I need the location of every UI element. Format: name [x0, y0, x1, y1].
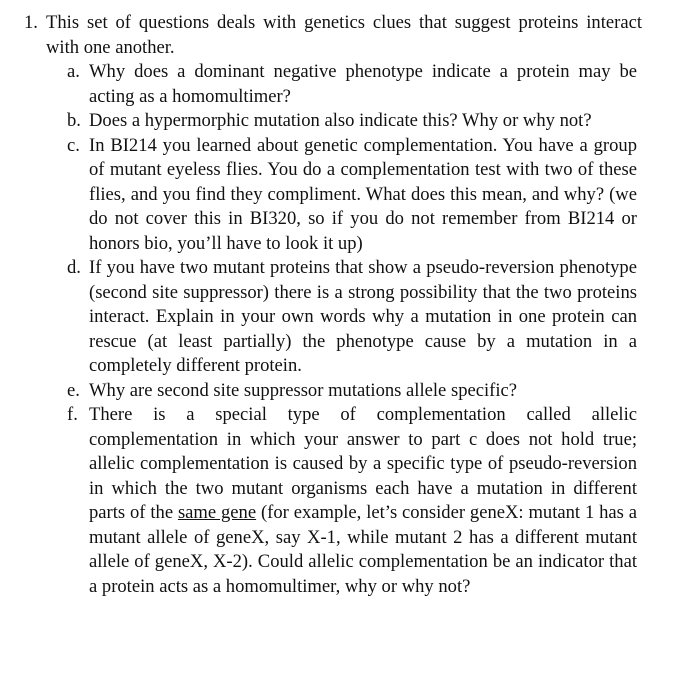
part-e — [67, 379, 637, 404]
part-text: In BI214 you learned about genetic complementation. You have a group of mutant eyeless flies. You do a complementation test with two of these flies, and you find they compliment. What does this mean, and why? (we do not cover this in BI320, so if you do not remember from BI214 or honors bio, you’ll have to look it up) — [89, 134, 637, 254]
part-text: If you have two mutant proteins that show a pseudo-reversion phenotype (second site suppressor) there is a strong possibility that the two proteins interact. Explain in your own words why a mutation in one protein can rescue (at least partially) the phenotype cause by a mutation in a completely different protein. — [89, 257, 637, 376]
part-label: a. — [67, 61, 80, 82]
part-text-before: There is a special type of complementation called allelic complementation in which your answer to part c does not hold true; allelic complementation is caused by a specific type of pseudo-reversion in which the two mutant organisms each have a mutation in different parts of the — [89, 404, 637, 523]
part-text: Why are second site suppressor mutations allele specific? — [89, 379, 518, 401]
part-text — [89, 403, 637, 599]
document-page — [0, 11, 676, 599]
part-c — [67, 134, 637, 257]
part-label: f. — [67, 404, 78, 425]
question-text: This set of questions deals with genetics clues that suggest proteins interact with one another. — [46, 12, 642, 58]
part-label: d. — [67, 257, 81, 278]
part-f — [67, 403, 637, 599]
part-text: Why does a dominant negative phenotype indicate a protein may be acting as a homomultimer? — [89, 61, 637, 107]
part-a — [67, 60, 637, 109]
part-label: c. — [67, 134, 80, 156]
part-text-after: (for example, let’s consider geneX: mutant 1 has a mutant allele of geneX, say X-1, while mutant 2 has a different mutant allele of geneX, X-2). Could allelic complementation be an indicator that a protein acts as a homomultimer, why or why not? — [89, 502, 638, 597]
part-label: b. — [67, 110, 81, 131]
underlined-phrase: same gene — [177, 502, 257, 523]
part-text: Does a hypermorphic mutation also indicate this? Why or why not? — [89, 110, 592, 131]
part-b — [67, 109, 637, 134]
question-parts — [67, 60, 637, 599]
part-d — [67, 256, 637, 379]
question-number: 1. — [24, 12, 38, 33]
part-label: e. — [67, 379, 80, 401]
question-1 — [24, 11, 642, 60]
